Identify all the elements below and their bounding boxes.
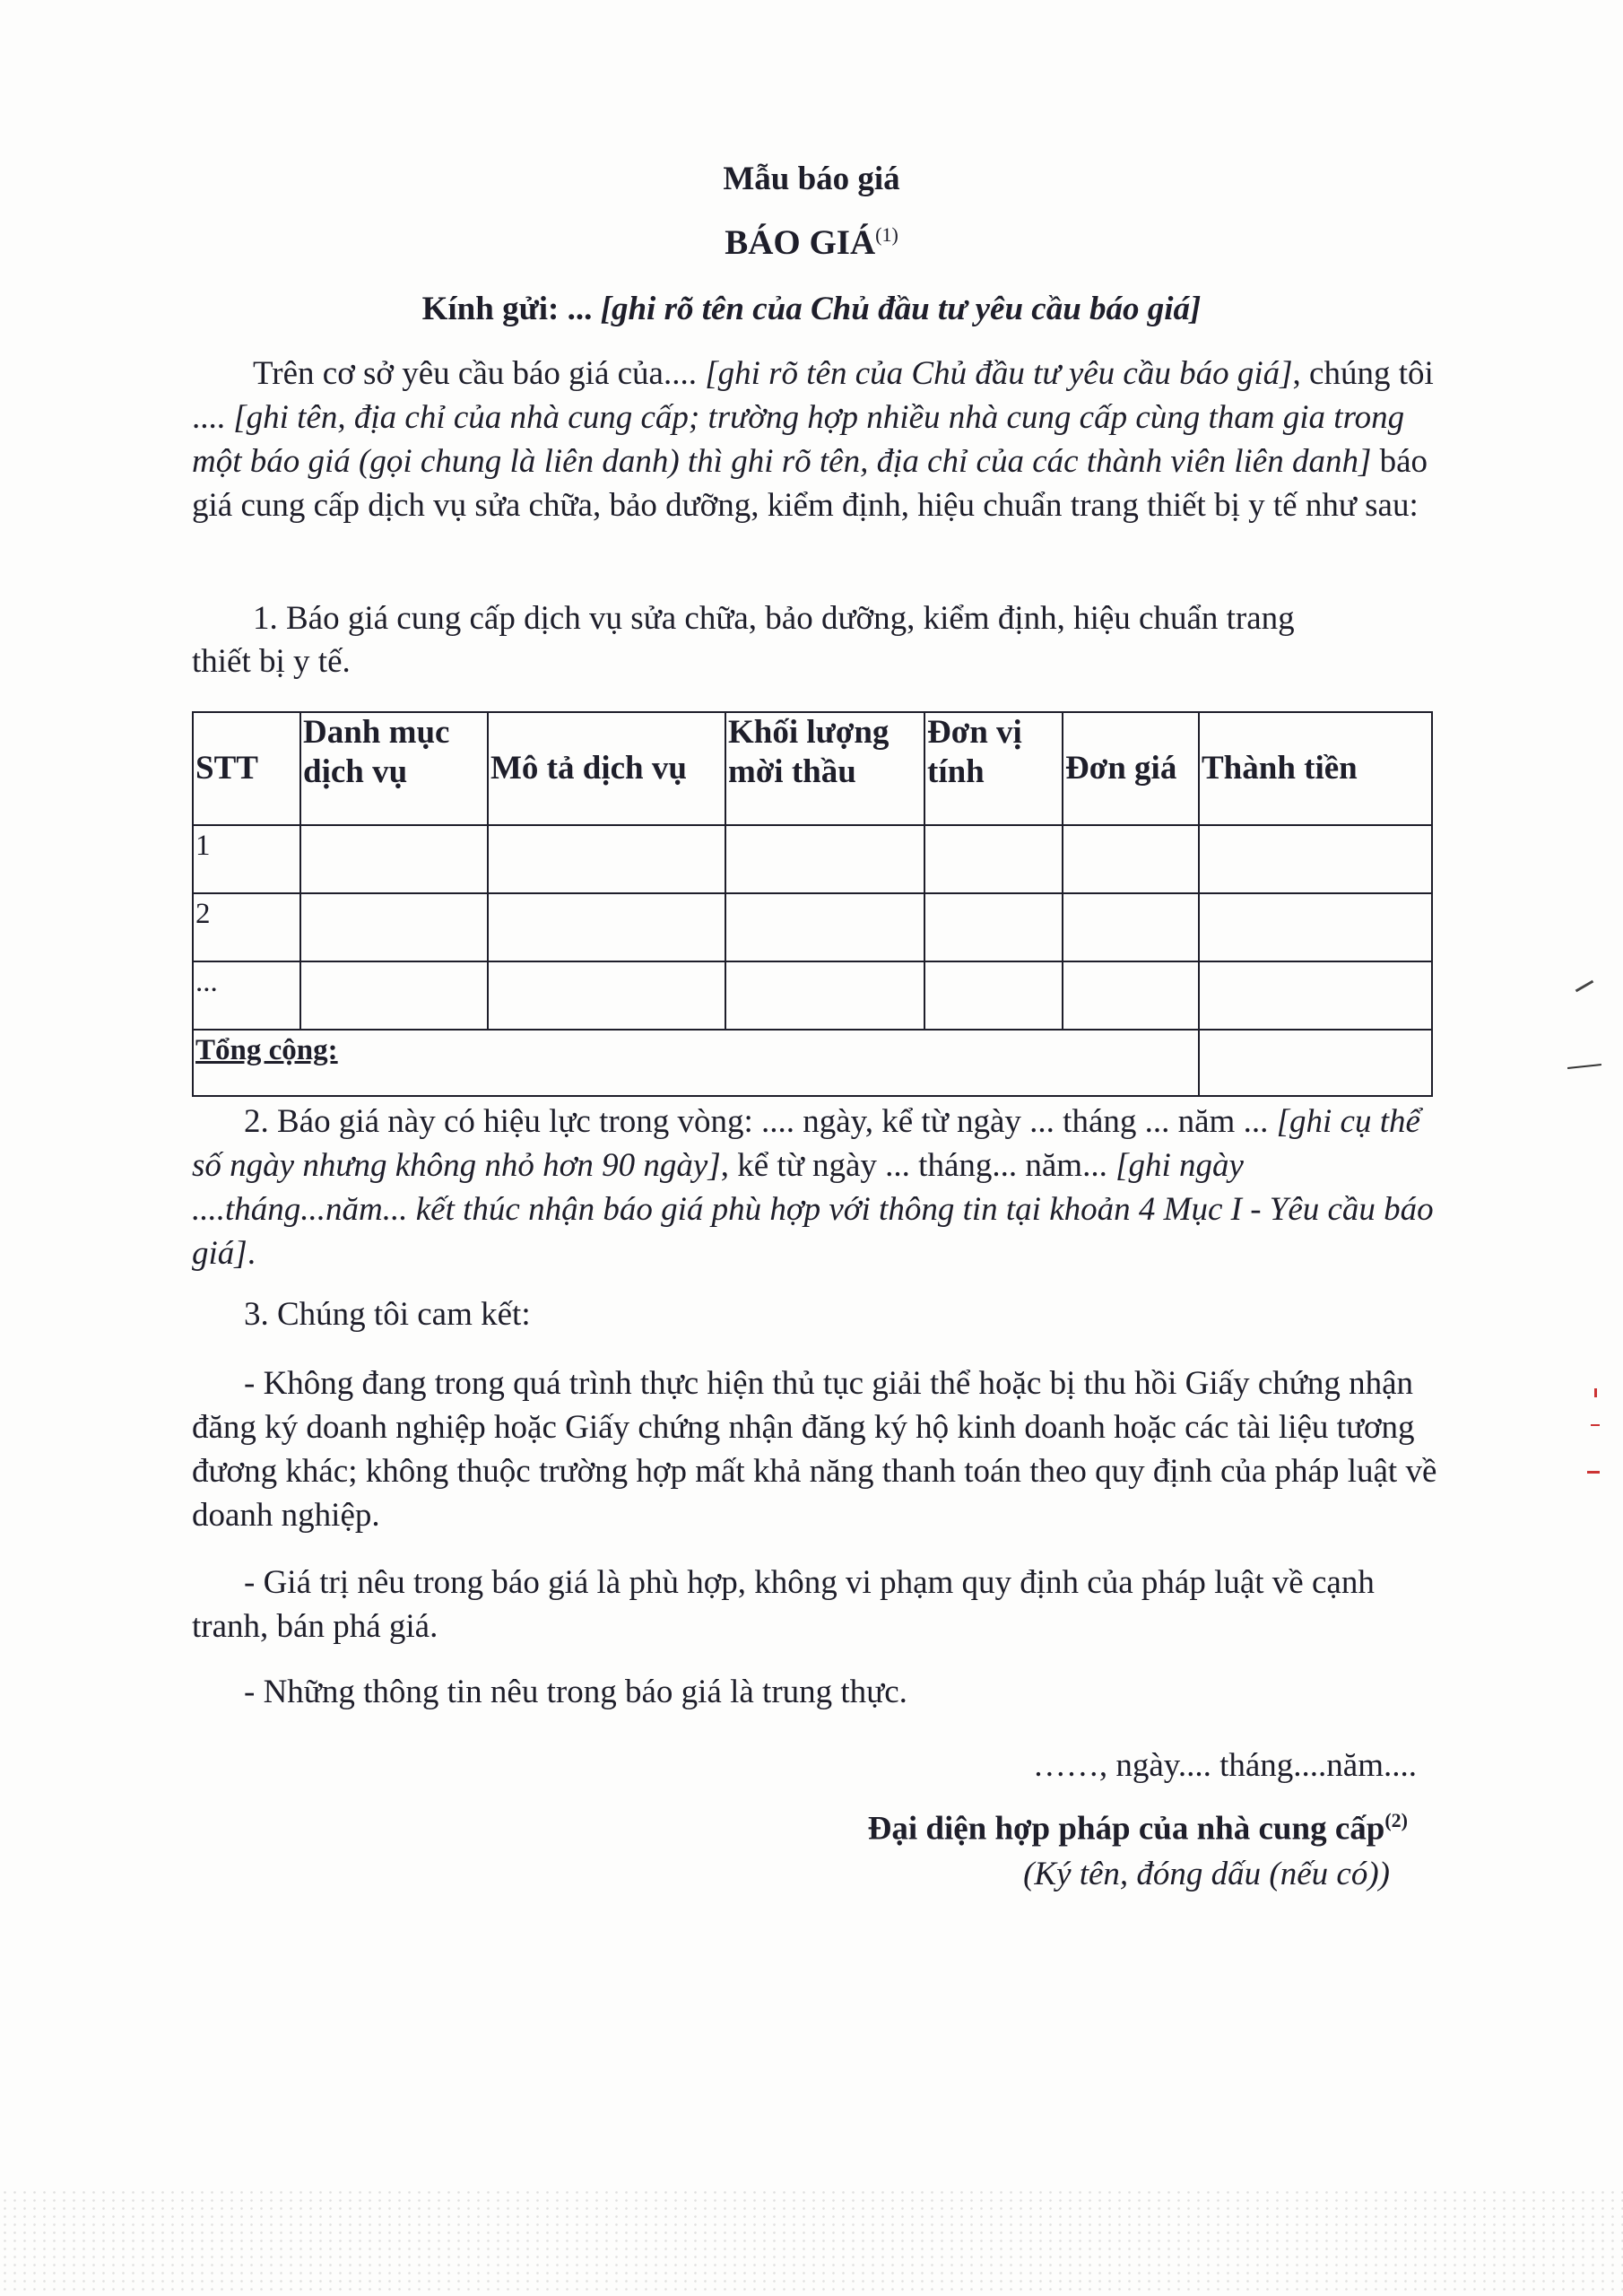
commitment-2 bbox=[192, 1561, 1438, 1648]
section-2-text-3: . bbox=[247, 1235, 256, 1272]
section-2-placeholder-1: [ghi cụ thể số ngày nhưng không nhỏ hơn 90 ngày] bbox=[192, 1103, 1420, 1184]
header-unit: Đơn vị tính bbox=[924, 712, 1063, 825]
intro-paragraph bbox=[192, 352, 1438, 527]
row-cell bbox=[1199, 961, 1432, 1030]
section-3-heading: 3. Chúng tôi cam kết: bbox=[244, 1296, 531, 1333]
table-row bbox=[193, 961, 1432, 1030]
row-cell bbox=[488, 825, 725, 893]
margin-pen-mark bbox=[1575, 980, 1594, 993]
signer-footnote: (2) bbox=[1384, 1809, 1408, 1831]
row-cell bbox=[300, 825, 488, 893]
margin-red-mark bbox=[1594, 1388, 1597, 1397]
row-cell bbox=[1063, 825, 1199, 893]
recipient-placeholder: [ghi rõ tên của Chủ đầu tư yêu cầu báo giá] bbox=[600, 291, 1202, 327]
row-cell bbox=[1199, 893, 1432, 961]
row-cell bbox=[488, 961, 725, 1030]
row-cell bbox=[300, 961, 488, 1030]
row-cell bbox=[1199, 825, 1432, 893]
commitment-1-text: - Không đang trong quá trình thực hiện thủ tục giải thể hoặc bị thu hồi Giấy chứng nhận đăng ký doanh nghiệp hoặc Giấy chứng nhận đăng ký hộ kinh doanh hoặc các tài liệu tương đương khác; không thuộc trường hợp mất khả năng thanh toán theo quy định của pháp luật về doanh nghiệp. bbox=[192, 1365, 1437, 1534]
section-2-placeholder-2: [ghi ngày ....tháng...năm... kết thúc nhận báo giá phù hợp với thông tin tại khoản 4 Mục I - Yêu cầu báo giá] bbox=[192, 1147, 1434, 1272]
header-service-list: Danh mục dịch vụ bbox=[300, 712, 488, 825]
row-cell bbox=[300, 893, 488, 961]
header-service-description: Mô tả dịch vụ bbox=[488, 712, 725, 825]
header-stt: STT bbox=[193, 712, 300, 825]
intro-text-3: báo giá cung cấp dịch vụ sửa chữa, bảo dưỡng, kiểm định, hiệu chuẩn trang thiết bị y tế như sau: bbox=[192, 443, 1428, 524]
document-title bbox=[0, 222, 1623, 263]
section-2-text-1: 2. Báo giá này có hiệu lực trong vòng: .... ngày, kể từ ngày ... tháng ... năm ... bbox=[244, 1103, 1277, 1140]
intro-placeholder-2: [ghi tên, địa chỉ của nhà cung cấp; trường hợp nhiều nhà cung cấp cùng tham gia trong một báo giá (gọi chung là liên danh) thì ghi rõ tên, địa chỉ của các thành viên liên danh] bbox=[192, 399, 1405, 480]
title-text: BÁO GIÁ bbox=[725, 223, 876, 262]
form-label: Mẫu báo giá bbox=[723, 161, 900, 197]
total-label-cell bbox=[193, 1030, 1199, 1096]
commitment-1 bbox=[192, 1361, 1438, 1537]
commitment-2-text: - Giá trị nêu trong báo giá là phù hợp, không vi phạm quy định của pháp luật về cạnh tranh, bán phá giá. bbox=[192, 1564, 1375, 1645]
commitment-3-text: - Những thông tin nêu trong báo giá là trung thực. bbox=[244, 1674, 907, 1710]
margin-pen-mark bbox=[1567, 1064, 1601, 1069]
quote-table bbox=[192, 711, 1433, 1097]
section-2-paragraph bbox=[192, 1100, 1438, 1275]
row-cell bbox=[725, 893, 924, 961]
row-cell bbox=[1063, 961, 1199, 1030]
row-cell bbox=[924, 825, 1063, 893]
total-label: Tổng cộng: bbox=[195, 1034, 338, 1066]
scan-noise bbox=[0, 2188, 1623, 2296]
header-quantity: Khối lượng mời thầu bbox=[725, 712, 924, 825]
row-cell bbox=[1063, 893, 1199, 961]
commitment-3 bbox=[192, 1670, 1438, 1714]
row-cell bbox=[924, 893, 1063, 961]
title-footnote: (1) bbox=[875, 223, 898, 246]
table-row bbox=[193, 825, 1432, 893]
signer-text: Đại diện hợp pháp của nhà cung cấp bbox=[867, 1810, 1385, 1848]
row-cell bbox=[725, 961, 924, 1030]
margin-red-mark bbox=[1591, 1424, 1600, 1426]
table-total-row bbox=[193, 1030, 1432, 1096]
intro-placeholder-1: [ghi rõ tên của Chủ đầu tư yêu cầu báo giá] bbox=[705, 355, 1293, 392]
margin-red-mark bbox=[1587, 1471, 1600, 1474]
row-cell bbox=[725, 825, 924, 893]
row-stt: ... bbox=[193, 961, 300, 1030]
row-cell bbox=[924, 961, 1063, 1030]
row-cell bbox=[488, 893, 725, 961]
intro-text-2: , chúng tôi .... bbox=[192, 355, 1434, 436]
recipient-line bbox=[0, 290, 1623, 328]
date-line: ……, ngày.... tháng....năm.... bbox=[1032, 1747, 1417, 1784]
recipient-prefix: ... bbox=[559, 291, 601, 327]
header-total-amount: Thành tiền bbox=[1199, 712, 1432, 825]
row-stt: 2 bbox=[193, 893, 300, 961]
row-stt: 1 bbox=[193, 825, 300, 893]
signature-instruction: (Ký tên, đóng dấu (nếu có)) bbox=[1023, 1856, 1390, 1892]
section-1-line-2: thiết bị y tế. bbox=[192, 643, 351, 680]
section-1-line-1: 1. Báo giá cung cấp dịch vụ sửa chữa, bảo dưỡng, kiểm định, hiệu chuẩn trang bbox=[253, 600, 1295, 637]
signer-title bbox=[762, 1809, 1408, 1848]
recipient-label: Kính gửi: bbox=[421, 291, 560, 327]
total-amount-cell bbox=[1199, 1030, 1432, 1096]
table-row bbox=[193, 893, 1432, 961]
intro-text-1: Trên cơ sở yêu cầu báo giá của.... bbox=[253, 355, 706, 392]
section-2-text-2: , kể từ ngày ... tháng... năm... bbox=[720, 1147, 1116, 1184]
header-unit-price: Đơn giá bbox=[1063, 712, 1199, 825]
table-header-row bbox=[193, 712, 1432, 825]
